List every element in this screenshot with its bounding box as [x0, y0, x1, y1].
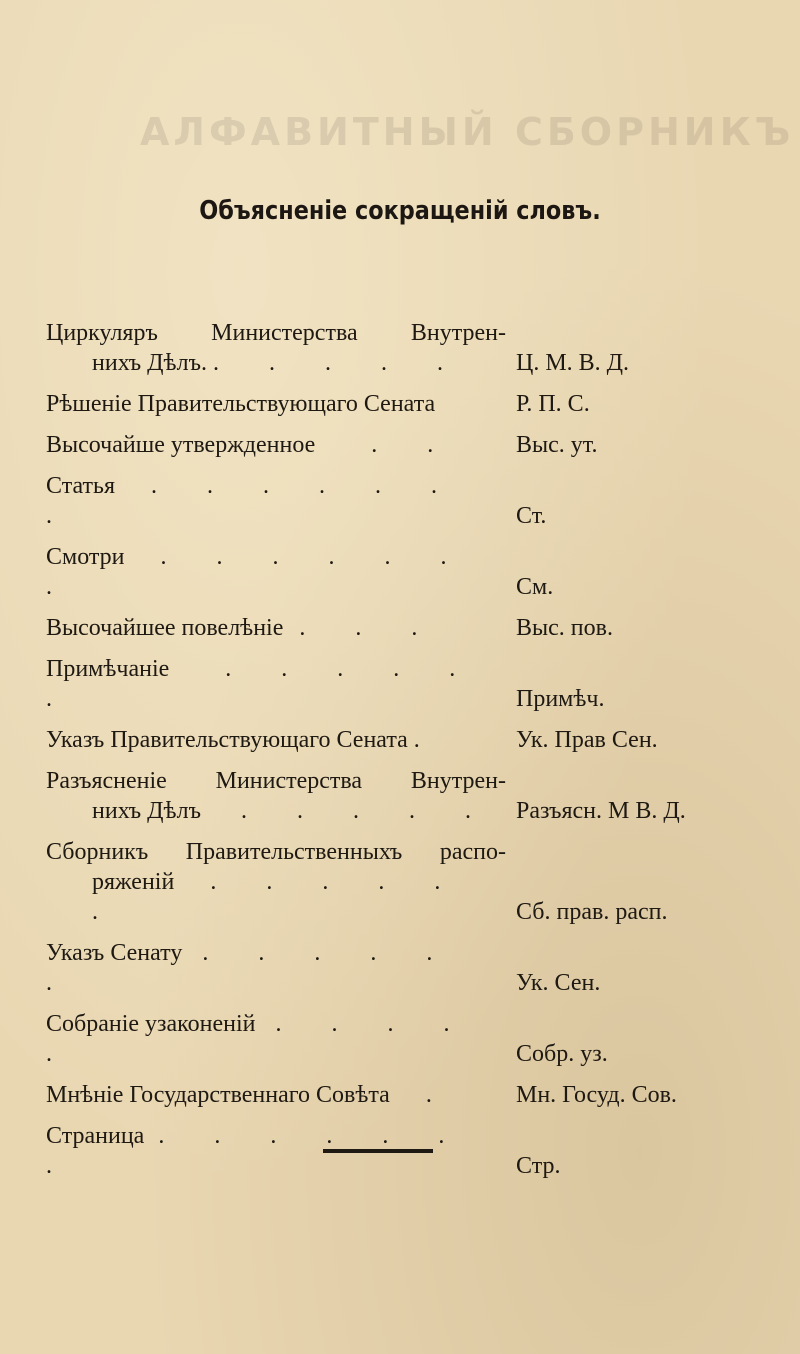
list-item: [46, 1080, 726, 1110]
term: [46, 1121, 506, 1181]
term: [46, 938, 506, 998]
closing-rule: [323, 1149, 433, 1153]
list-item: [46, 725, 726, 755]
list-item: [46, 1009, 726, 1069]
term: [46, 430, 506, 460]
term-line: Сборникъ Правительственныхъ распо-: [46, 839, 506, 865]
term-line: Высочайше утвержденное: [46, 432, 316, 458]
list-item: [46, 613, 726, 643]
term-line-text: нихъ Дѣлъ: [92, 798, 201, 824]
page-title: Объясненіе сокращеній словъ.: [199, 196, 601, 226]
abbreviation: Стр.: [516, 1153, 561, 1179]
term-line-continued: [46, 348, 506, 378]
term-line-text: ряженій: [92, 869, 175, 895]
term: [46, 471, 506, 531]
leader-dots: . . . . . .: [46, 940, 455, 996]
term: [46, 1080, 506, 1110]
leader-dots: . . . . .: [212, 350, 465, 376]
term-line: Циркуляръ Министерства Внутрен-: [46, 320, 506, 346]
abbreviation: Ц. М. В. Д.: [516, 350, 630, 376]
term-line-continued: [46, 796, 506, 826]
term: [46, 837, 506, 927]
abbreviation: Ст.: [516, 503, 547, 529]
term-line-continued: [46, 867, 506, 927]
term-line: Статья: [46, 473, 115, 499]
leader-dots: . . . . .: [46, 1011, 472, 1067]
abbreviation: Выс. ут.: [516, 432, 598, 458]
term: [46, 1009, 506, 1069]
term-line: Собраніе узаконеній: [46, 1011, 256, 1037]
leader-dots: . . .: [299, 615, 440, 641]
term-line: Высочайшее повелѣніе: [46, 615, 284, 641]
term: [46, 613, 506, 643]
abbreviation: Выс. пов.: [516, 615, 613, 641]
list-item: [46, 389, 726, 419]
show-through-header: АЛФАВИТНЫЙ СБОРНИКЪ: [140, 110, 795, 154]
list-item: [46, 318, 726, 378]
list-item: [46, 542, 726, 602]
term: [46, 654, 506, 714]
leader-dots: .: [425, 1082, 454, 1108]
abbreviation: Сб. прав. расп.: [516, 899, 668, 925]
leader-dots: . .: [371, 432, 456, 458]
term-line-text: нихъ Дѣлъ.: [92, 350, 207, 376]
list-item: [46, 766, 726, 826]
abbreviation: Ук. Сен.: [516, 970, 601, 996]
term-line: Разъясненіе Министерства Внутрен-: [46, 768, 506, 794]
abbreviation: Собр. уз.: [516, 1041, 608, 1067]
term-line: Страница: [46, 1123, 145, 1149]
term-line: Мнѣніе Государственнаго Совѣта: [46, 1082, 390, 1108]
leader-dots: . . . . . .: [46, 656, 478, 712]
leader-dots: . . . . .: [240, 798, 493, 824]
leader-dots: .: [413, 727, 442, 753]
term: [46, 725, 506, 755]
abbreviation: Примѣч.: [516, 686, 605, 712]
list-item: [46, 654, 726, 714]
leader-dots: . . . . . .: [92, 869, 463, 925]
term-line: Примѣчаніе: [46, 656, 170, 682]
term: [46, 766, 506, 826]
leader-dots: . . . . . . .: [46, 1123, 467, 1179]
term: [46, 318, 506, 378]
term: [46, 389, 506, 419]
abbreviation: Р. П. С.: [516, 391, 590, 417]
abbreviation-list: [46, 318, 726, 1192]
term: [46, 542, 506, 602]
list-item: [46, 837, 726, 927]
leader-dots: . . . . . . .: [46, 473, 459, 529]
abbreviation: Мн. Госуд. Сов.: [516, 1082, 677, 1108]
term-line: Рѣшеніе Правительствующаго Сената: [46, 391, 436, 417]
term-line: Указъ Сенату: [46, 940, 183, 966]
list-item: [46, 938, 726, 998]
term-line: Указъ Правительствующаго Сената: [46, 727, 408, 753]
abbreviation: См.: [516, 574, 554, 600]
abbreviation: Ук. Прав Сен.: [516, 727, 658, 753]
abbreviation: Разъясн. М В. Д.: [516, 798, 686, 824]
leader-dots: . . . . . . .: [46, 544, 469, 600]
list-item: [46, 471, 726, 531]
term-line: Смотри: [46, 544, 125, 570]
list-item: [46, 430, 726, 460]
